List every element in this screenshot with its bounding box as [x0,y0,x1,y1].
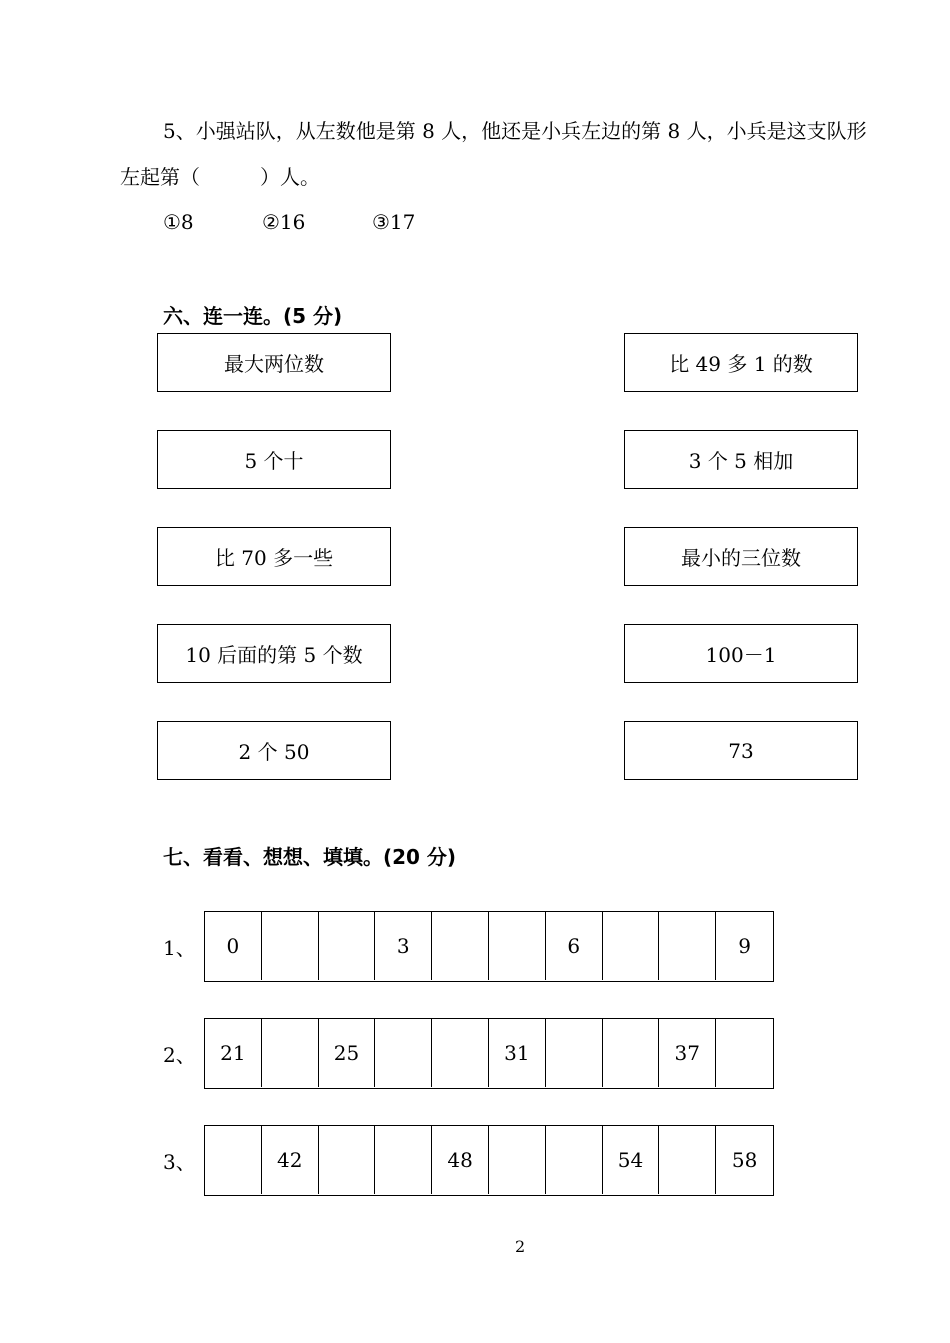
match-left-1[interactable]: 最大两位数 [157,333,391,392]
number-cell: 6 [546,912,603,980]
match-left-3[interactable]: 比 70 多一些 [157,527,391,586]
match-right-1[interactable]: 比 49 多 1 的数 [624,333,858,392]
number-cell-blank[interactable] [659,1126,716,1194]
number-cell: 48 [432,1126,489,1194]
number-cell-blank[interactable] [262,1019,319,1087]
number-cell: 58 [731,1148,758,1172]
number-cell-blank[interactable] [716,1019,773,1087]
row-label-1: 1、 [163,936,196,960]
number-cell-blank[interactable] [262,912,319,980]
number-cell: 25 [319,1019,376,1087]
number-cell-blank[interactable] [319,1126,376,1194]
number-cell: 31 [489,1019,546,1087]
number-cell-blank[interactable] [546,1019,603,1087]
match-right-4[interactable]: 100－1 [624,624,858,683]
number-cell-blank[interactable] [489,912,546,980]
section6-title: 六、连一连。(5 分) [163,304,343,328]
number-cell: 0 [205,912,262,980]
number-cell-blank[interactable] [603,912,660,980]
match-left-5[interactable]: 2 个 50 [157,721,391,780]
number-cell: 9 [738,934,751,958]
match-right-2[interactable]: 3 个 5 相加 [624,430,858,489]
number-cell: 42 [262,1126,319,1194]
number-cell-blank[interactable] [205,1126,262,1194]
number-cell-blank[interactable] [319,912,376,980]
number-cell-blank[interactable] [432,1019,489,1087]
match-right-5[interactable]: 73 [624,721,858,780]
match-right-3[interactable]: 最小的三位数 [624,527,858,586]
match-left-4[interactable]: 10 后面的第 5 个数 [157,624,391,683]
section7-title: 七、看看、想想、填填。(20 分) [163,845,457,869]
number-cell-blank[interactable] [659,912,716,980]
number-row-2 [204,1018,774,1089]
q5-line1: 5、小强站队，从左数他是第 8 人，他还是小兵左边的第 8 人，小兵是这支队形 [163,119,867,143]
number-cell-blank[interactable] [432,912,489,980]
number-cell-blank[interactable] [375,1019,432,1087]
number-cell-blank[interactable] [375,1126,432,1194]
q5-option-3: ③17 [372,210,416,234]
number-row-1 [204,911,774,982]
q5-line2: 左起第（ ）人。 [120,165,320,189]
number-cell-blank[interactable] [603,1019,660,1087]
q5-option-2: ②16 [262,210,306,234]
row-label-2: 2、 [163,1043,196,1067]
number-cell: 37 [659,1019,716,1087]
number-cell-blank[interactable] [546,1126,603,1194]
q5-option-1: ①8 [163,210,194,234]
number-cell-blank[interactable] [489,1126,546,1194]
row-label-3: 3、 [163,1150,196,1174]
number-cell: 3 [375,912,432,980]
number-cell: 54 [603,1126,660,1194]
number-row-3 [204,1125,774,1196]
page-number: 2 [515,1237,526,1256]
number-cell: 21 [205,1019,262,1087]
match-left-2[interactable]: 5 个十 [157,430,391,489]
